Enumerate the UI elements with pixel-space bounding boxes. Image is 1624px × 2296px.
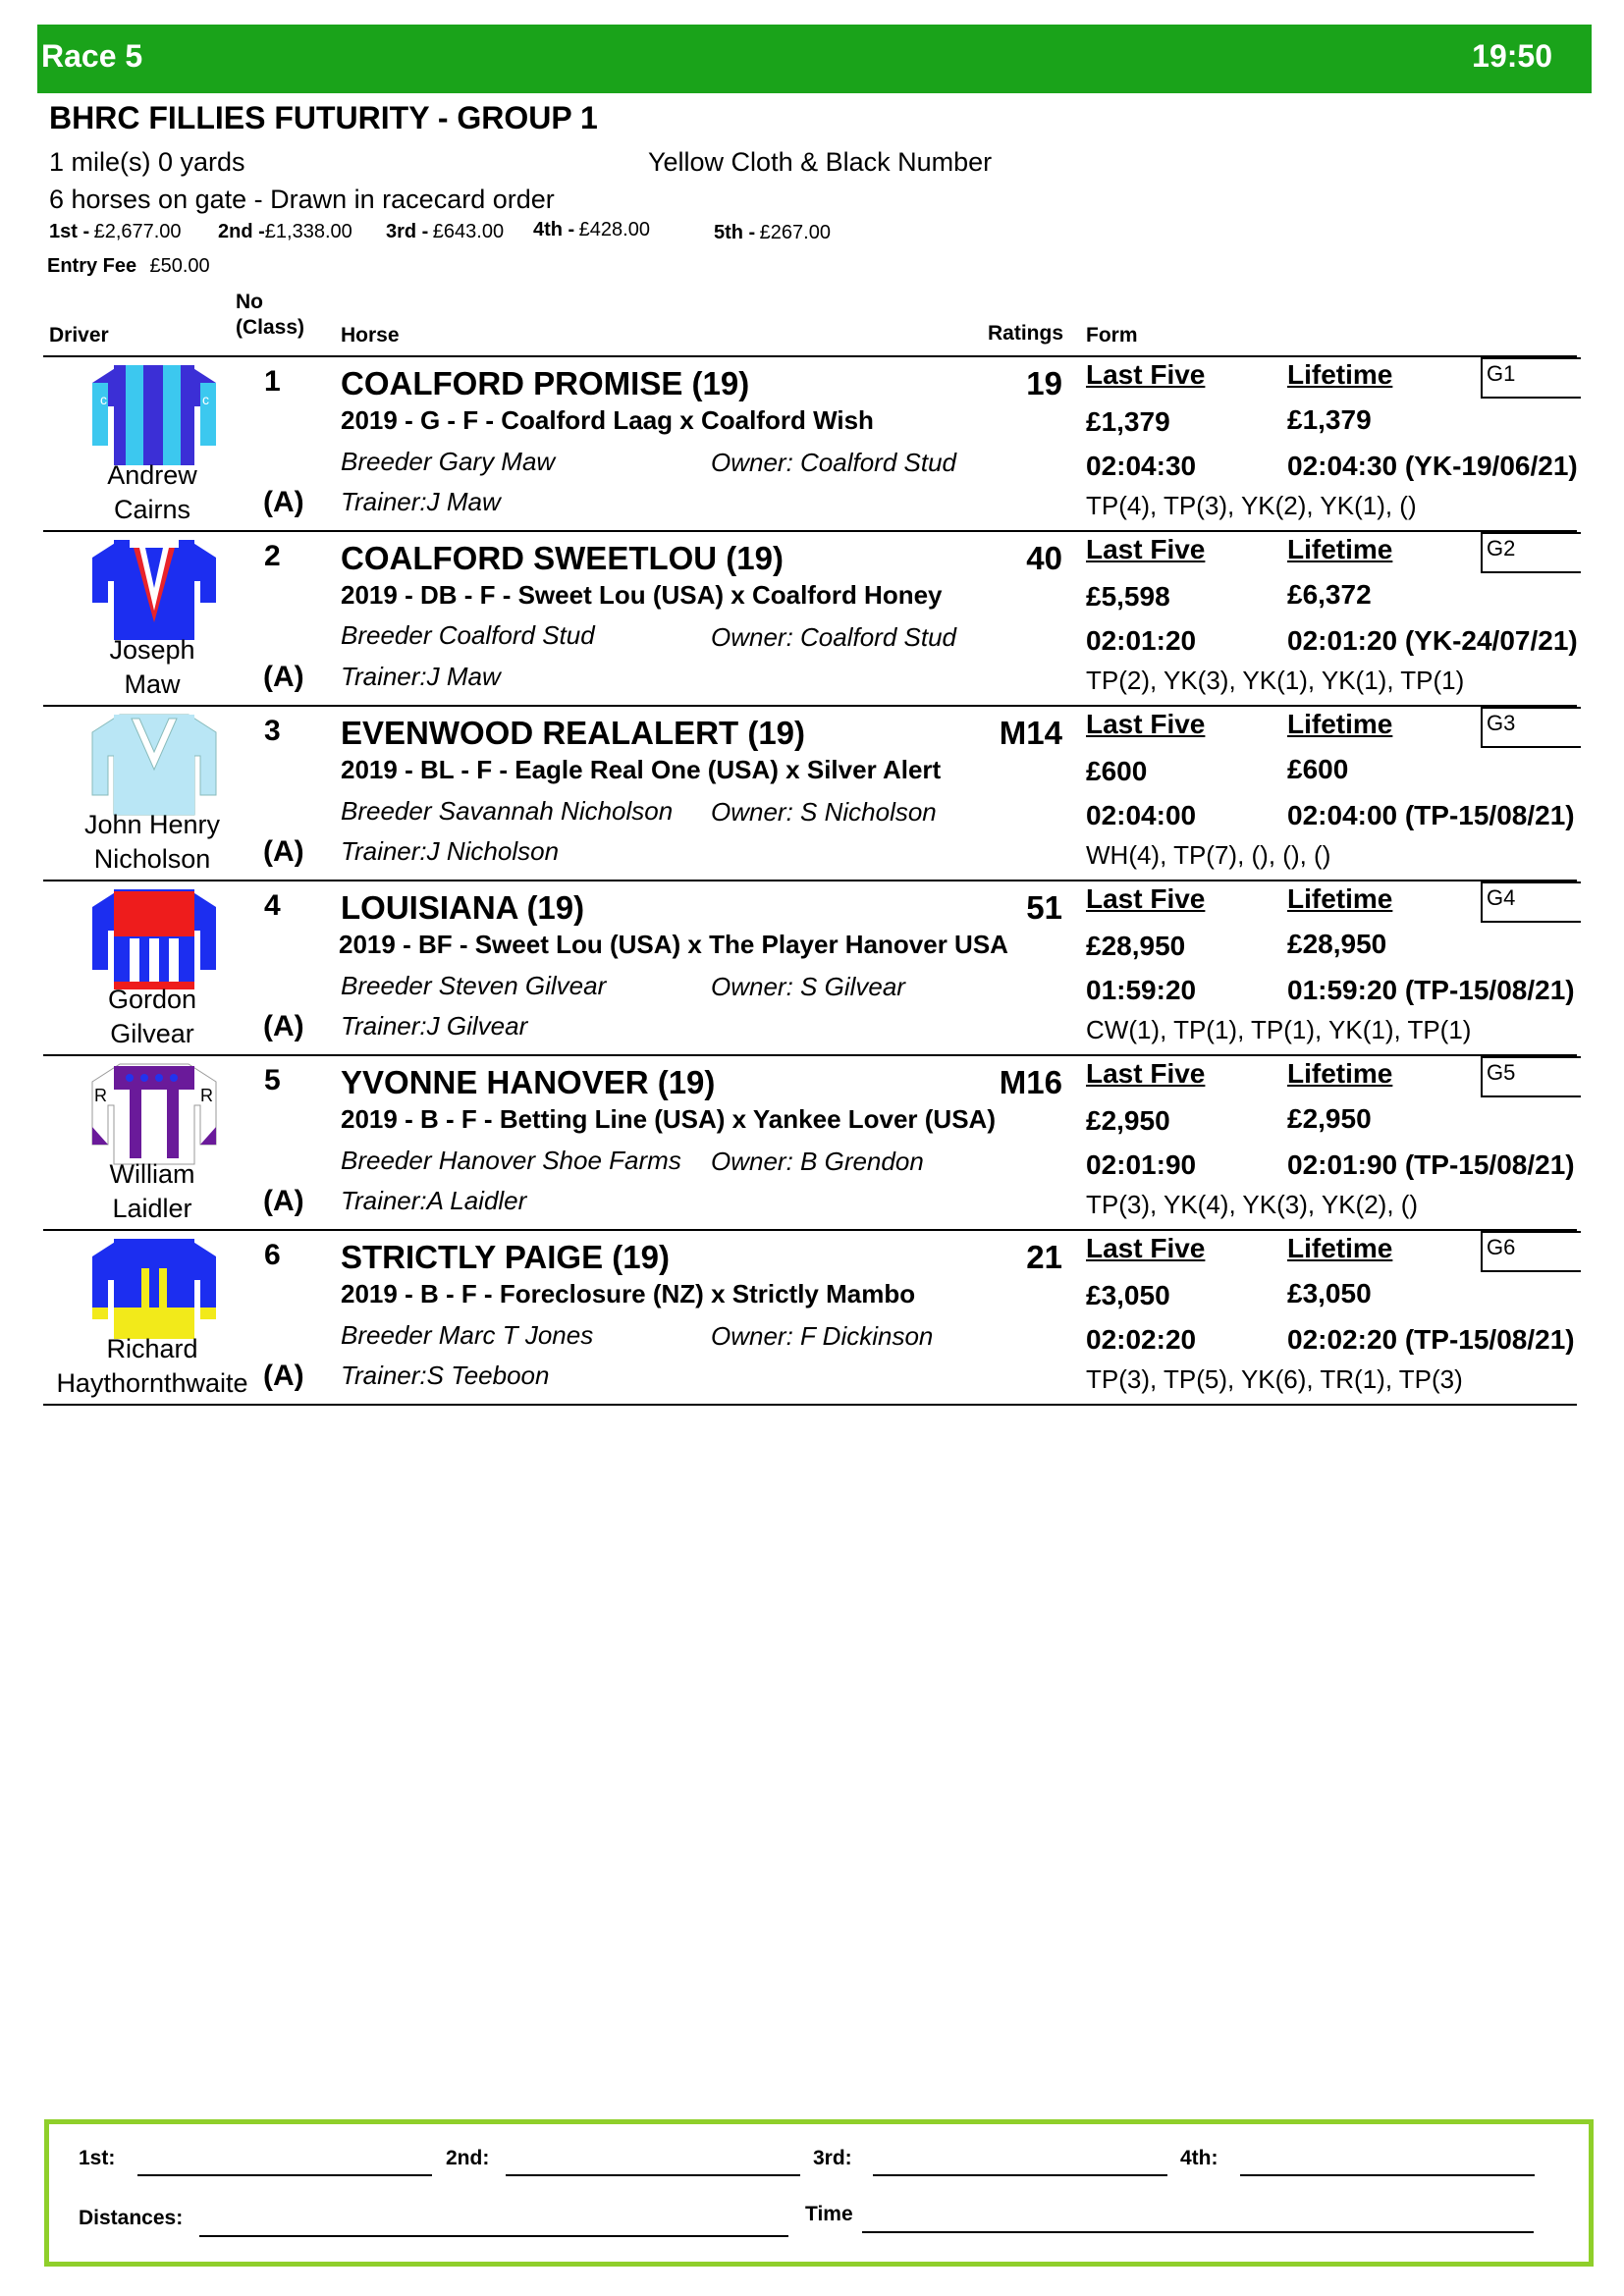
recent-form: CW(1), TP(1), TP(1), YK(1), TP(1)	[1086, 1015, 1472, 1044]
last-five-prize: £28,950	[1086, 931, 1186, 961]
horse-rating: 19	[1026, 365, 1062, 401]
silk-blue-red-v-icon	[90, 534, 218, 642]
horse-breeder: Breeder Gary Maw	[341, 447, 556, 476]
silk-light-blue-c-icon	[90, 359, 218, 467]
prize-2: 2nd -£1,338.00	[218, 221, 352, 242]
runner-class: (A)	[263, 1185, 304, 1217]
runner-class: (A)	[263, 1360, 304, 1392]
runner-number: 1	[264, 365, 281, 398]
last-five-label: Last Five	[1086, 883, 1206, 914]
lifetime-prize: £28,950	[1287, 929, 1387, 959]
runner-class: (A)	[263, 1010, 304, 1042]
recent-form: WH(4), TP(7), (), (), ()	[1086, 840, 1331, 870]
last-five-label: Last Five	[1086, 534, 1206, 564]
result-4th-field[interactable]	[1240, 2174, 1535, 2176]
col-ratings: Ratings	[988, 322, 1064, 345]
silk-white-purple-r-icon	[90, 1058, 218, 1166]
lifetime-label: Lifetime	[1287, 359, 1393, 390]
horse-trainer: Trainer:J Maw	[341, 487, 501, 516]
row-divider	[43, 880, 1577, 881]
horse-name: YVONNE HANOVER (19)	[341, 1064, 716, 1100]
last-five-time: 02:04:30	[1086, 451, 1197, 481]
horse-breeding: 2019 - DB - F - Sweet Lou (USA) x Coalford Honey	[341, 580, 943, 610]
last-five-prize: £1,379	[1086, 406, 1170, 437]
distances-label: Distances:	[79, 2207, 184, 2229]
horse-breeding: 2019 - G - F - Coalford Laag x Coalford Wish	[341, 405, 874, 435]
runner-number: 6	[264, 1239, 281, 1271]
col-no: No	[236, 291, 263, 313]
last-five-prize: £2,950	[1086, 1105, 1170, 1136]
driver-name: Andrew Cairns	[107, 460, 197, 524]
gate-box: G2	[1481, 532, 1581, 573]
runner-class: (A)	[263, 661, 304, 693]
recent-form: TP(3), TP(5), YK(6), TR(1), TP(3)	[1086, 1364, 1463, 1394]
horse-name: COALFORD PROMISE (19)	[341, 365, 750, 401]
silk-blue-red-yoke-icon	[90, 883, 218, 991]
driver-name: Richard Haythornthwaite	[56, 1334, 248, 1398]
entry-fee: Entry Fee £50.00	[47, 255, 210, 277]
last-five-label: Last Five	[1086, 359, 1206, 390]
horse-name: LOUISIANA (19)	[341, 889, 585, 926]
time-field[interactable]	[862, 2231, 1534, 2233]
result-3rd-field[interactable]	[873, 2174, 1167, 2176]
last-five-prize: £3,050	[1086, 1280, 1170, 1310]
row-divider	[43, 1054, 1577, 1056]
horse-name: COALFORD SWEETLOU (19)	[341, 540, 784, 576]
gate-box: G1	[1481, 357, 1581, 399]
last-five-prize: £5,598	[1086, 581, 1170, 612]
horse-owner: Owner: S Nicholson	[711, 797, 937, 827]
runner-class: (A)	[263, 835, 304, 868]
lifetime-label: Lifetime	[1287, 1058, 1393, 1089]
prize-1: 1st - £2,677.00	[49, 221, 182, 242]
silk-pale-blue-white-v-icon	[90, 709, 218, 817]
horse-rating: 51	[1026, 889, 1062, 926]
gate-box: G4	[1481, 881, 1581, 923]
horse-breeding: 2019 - B - F - Foreclosure (NZ) x Strictly Mambo	[341, 1279, 916, 1308]
row-divider	[43, 705, 1577, 707]
result-2nd-field[interactable]	[506, 2174, 800, 2176]
horse-rating: M16	[999, 1064, 1062, 1100]
prize-3: 3rd - £643.00	[386, 221, 505, 242]
row-divider	[43, 355, 1577, 357]
silk-blue-yellow-icon	[90, 1233, 218, 1341]
runner-class: (A)	[263, 486, 304, 518]
horse-trainer: Trainer:J Gilvear	[341, 1011, 528, 1041]
last-five-time: 02:01:90	[1086, 1149, 1197, 1180]
horse-owner: Owner: Coalford Stud	[711, 448, 957, 477]
race-time: 19:50	[1472, 38, 1552, 74]
horse-trainer: Trainer:J Nicholson	[341, 836, 560, 866]
lifetime-time: 02:02:20 (TP-15/08/21)	[1287, 1324, 1575, 1355]
horse-rating: 21	[1026, 1239, 1062, 1275]
row-divider	[43, 530, 1577, 532]
result-4th-label: 4th:	[1180, 2147, 1218, 2169]
last-five-label: Last Five	[1086, 1233, 1206, 1263]
runner-number: 5	[264, 1064, 281, 1096]
horse-owner: Owner: S Gilvear	[711, 972, 905, 1001]
time-label: Time	[805, 2203, 853, 2225]
horse-name: STRICTLY PAIGE (19)	[341, 1239, 670, 1275]
runner-number: 2	[264, 540, 281, 572]
lifetime-time: 02:01:90 (TP-15/08/21)	[1287, 1149, 1575, 1180]
last-five-time: 02:04:00	[1086, 800, 1197, 830]
driver-name: John Henry Nicholson	[83, 810, 221, 874]
horse-rating: 40	[1026, 540, 1062, 576]
prize-4: 4th - £428.00	[533, 219, 650, 240]
lifetime-label: Lifetime	[1287, 534, 1393, 564]
last-five-label: Last Five	[1086, 709, 1206, 739]
horse-owner: Owner: Coalford Stud	[711, 622, 957, 652]
runner-number: 3	[264, 715, 281, 747]
recent-form: TP(4), TP(3), YK(2), YK(1), ()	[1086, 491, 1417, 520]
runner-number: 4	[264, 889, 281, 922]
horse-breeder: Breeder Marc T Jones	[341, 1320, 594, 1350]
lifetime-time: 02:04:00 (TP-15/08/21)	[1287, 800, 1575, 830]
gate-box: G5	[1481, 1056, 1581, 1097]
result-1st-label: 1st:	[79, 2147, 116, 2169]
lifetime-prize: £3,050	[1287, 1278, 1372, 1308]
last-five-time: 02:02:20	[1086, 1324, 1197, 1355]
svg-text:R: R	[200, 1086, 213, 1105]
horse-rating: M14	[999, 715, 1062, 751]
race-gate-info: 6 horses on gate - Drawn in racecard order	[49, 185, 555, 214]
row-divider	[43, 1229, 1577, 1231]
race-distance: 1 mile(s) 0 yards	[49, 147, 245, 177]
race-number: Race 5	[41, 38, 143, 74]
race-cloth: Yellow Cloth & Black Number	[648, 147, 993, 177]
svg-text:c: c	[202, 392, 209, 407]
prize-5: 5th - £267.00	[714, 222, 831, 243]
driver-name: William Laidler	[109, 1159, 195, 1223]
result-2nd-label: 2nd:	[446, 2147, 490, 2169]
svg-text:R: R	[94, 1086, 107, 1105]
gate-box: G3	[1481, 707, 1581, 748]
lifetime-label: Lifetime	[1287, 883, 1393, 914]
horse-breeder: Breeder Savannah Nicholson	[341, 796, 674, 826]
recent-form: TP(3), YK(4), YK(3), YK(2), ()	[1086, 1190, 1419, 1219]
horse-breeding: 2019 - BF - Sweet Lou (USA) x The Player Hanover USA	[339, 930, 1008, 959]
last-five-time: 01:59:20	[1086, 975, 1197, 1005]
result-1st-field[interactable]	[137, 2174, 432, 2176]
race-title: BHRC FILLIES FUTURITY - GROUP 1	[49, 100, 598, 135]
horse-trainer: Trainer:S Teeboon	[341, 1361, 550, 1390]
horse-breeder: Breeder Coalford Stud	[341, 620, 595, 650]
result-3rd-label: 3rd:	[813, 2147, 852, 2169]
col-class: (Class)	[236, 316, 305, 339]
horse-trainer: Trainer:A Laidler	[341, 1186, 527, 1215]
horse-name: EVENWOOD REALALERT (19)	[341, 715, 806, 751]
horse-breeding: 2019 - BL - F - Eagle Real One (USA) x Silver Alert	[341, 755, 942, 784]
col-form: Form	[1086, 324, 1138, 347]
lifetime-label: Lifetime	[1287, 1233, 1393, 1263]
horse-breeder: Breeder Steven Gilvear	[341, 971, 607, 1000]
last-five-prize: £600	[1086, 756, 1148, 786]
race-header-bar	[37, 25, 1592, 93]
lifetime-prize: £1,379	[1287, 404, 1372, 435]
gate-box: G6	[1481, 1231, 1581, 1272]
lifetime-time: 02:04:30 (YK-19/06/21)	[1287, 451, 1578, 481]
results-box	[44, 2119, 1594, 2267]
horse-breeder: Breeder Hanover Shoe Farms	[341, 1146, 681, 1175]
lifetime-label: Lifetime	[1287, 709, 1393, 739]
lifetime-prize: £2,950	[1287, 1103, 1372, 1134]
horse-owner: Owner: B Grendon	[711, 1147, 924, 1176]
horse-owner: Owner: F Dickinson	[711, 1321, 934, 1351]
col-horse: Horse	[341, 324, 400, 347]
last-five-label: Last Five	[1086, 1058, 1206, 1089]
row-divider	[43, 1404, 1577, 1406]
last-five-time: 02:01:20	[1086, 625, 1197, 656]
horse-breeding: 2019 - B - F - Betting Line (USA) x Yankee Lover (USA)	[341, 1104, 996, 1134]
recent-form: TP(2), YK(3), YK(1), YK(1), TP(1)	[1086, 666, 1465, 695]
lifetime-prize: £600	[1287, 754, 1349, 784]
lifetime-time: 01:59:20 (TP-15/08/21)	[1287, 975, 1575, 1005]
distances-field[interactable]	[199, 2235, 788, 2237]
driver-name: Gordon Gilvear	[107, 985, 197, 1048]
lifetime-prize: £6,372	[1287, 579, 1372, 610]
col-driver: Driver	[49, 324, 109, 347]
horse-trainer: Trainer:J Maw	[341, 662, 501, 691]
driver-name: Joseph Maw	[109, 635, 195, 699]
lifetime-time: 02:01:20 (YK-24/07/21)	[1287, 625, 1578, 656]
svg-text:c: c	[100, 392, 107, 407]
